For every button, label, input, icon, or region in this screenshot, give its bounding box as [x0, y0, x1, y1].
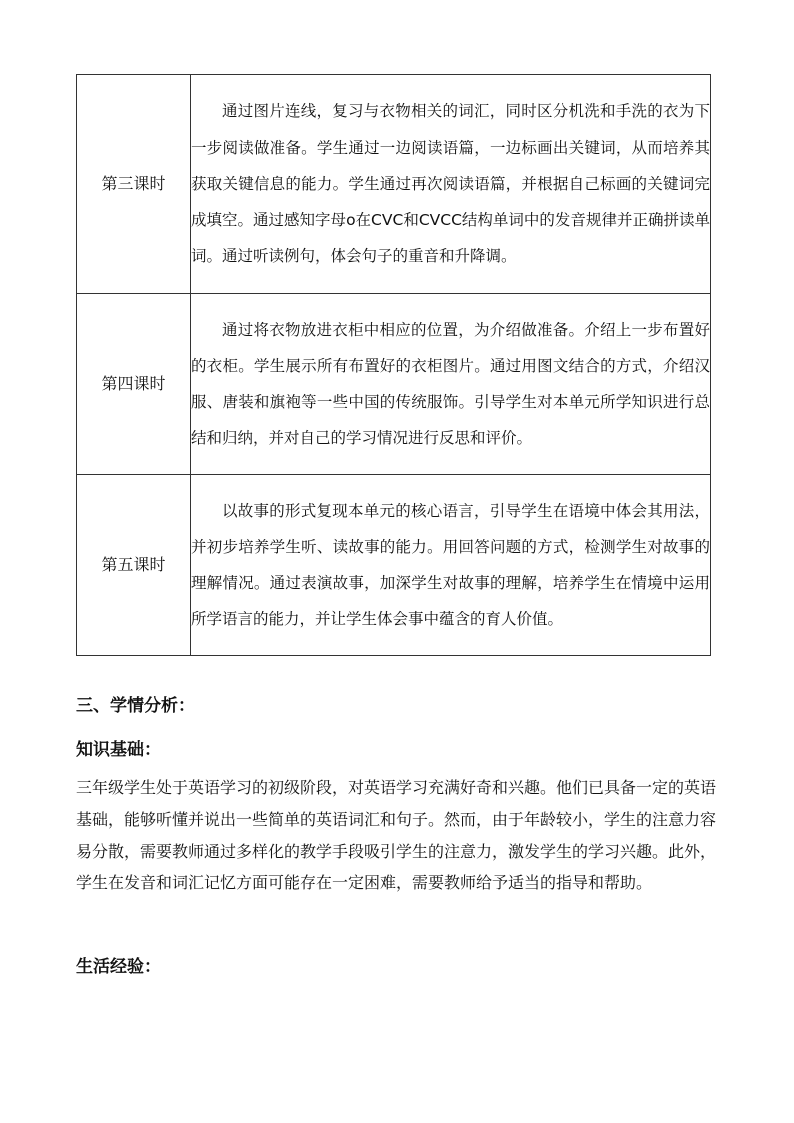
lesson-description: 通过图片连线，复习与衣物相关的词汇，同时区分机洗和手洗的衣为下一步阅读做准备。学生通过一边阅读语篇，一边标画出关键词，从而培养其获取关键信息的能力。学生通过再次阅读语篇，并根据自己标画的关键词完成填空。通过感知字母o在CVC和CVCC结构单词中的发音规律并正确拼读单词。通过听读例句，体会句子的重音和升降调。: [191, 75, 711, 294]
lesson-plan-table: [76, 74, 711, 656]
lesson-label: 第五课时: [77, 475, 191, 656]
knowledge-paragraph: 三年级学生处于英语学习的初级阶段，对英语学习充满好奇和兴趣。他们已具备一定的英语基础，能够听懂并说出一些简单的英语词汇和句子。然而，由于年龄较小，学生的注意力容易分散，需要教师通过多样化的教学手段吸引学生的注意力，激发学生的学习兴趣。此外，学生在发音和词汇记忆方面可能存在一定困难，需要教师给予适当的指导和帮助。: [76, 778, 717, 893]
table-row: [77, 294, 711, 475]
lesson-label: 第四课时: [77, 294, 191, 475]
lesson-label: 第三课时: [77, 75, 191, 294]
subsection-heading-knowledge: 知识基础：: [76, 740, 161, 760]
section-heading: 三、学情分析：: [76, 696, 195, 716]
lesson-description: 以故事的形式复现本单元的核心语言，引导学生在语境中体会其用法，并初步培养学生听、读故事的能力。用回答问题的方式，检测学生对故事的理解情况。通过表演故事，加深学生对故事的理解，培养学生在情境中运用所学语言的能力，并让学生体会事中蕴含的育人价值。: [191, 475, 711, 656]
subsection-heading-life-experience: 生活经验：: [76, 957, 161, 977]
table-row: [77, 475, 711, 656]
lesson-description: 通过将衣物放进衣柜中相应的位置，为介绍做准备。介绍上一步布置好的衣柜。学生展示所有布置好的衣柜图片。通过用图文结合的方式，介绍汉服、唐装和旗袍等一些中国的传统服饰。引导学生对本单元所学知识进行总结和归纳，并对自己的学习情况进行反思和评价。: [191, 294, 711, 475]
table-row: [77, 75, 711, 294]
